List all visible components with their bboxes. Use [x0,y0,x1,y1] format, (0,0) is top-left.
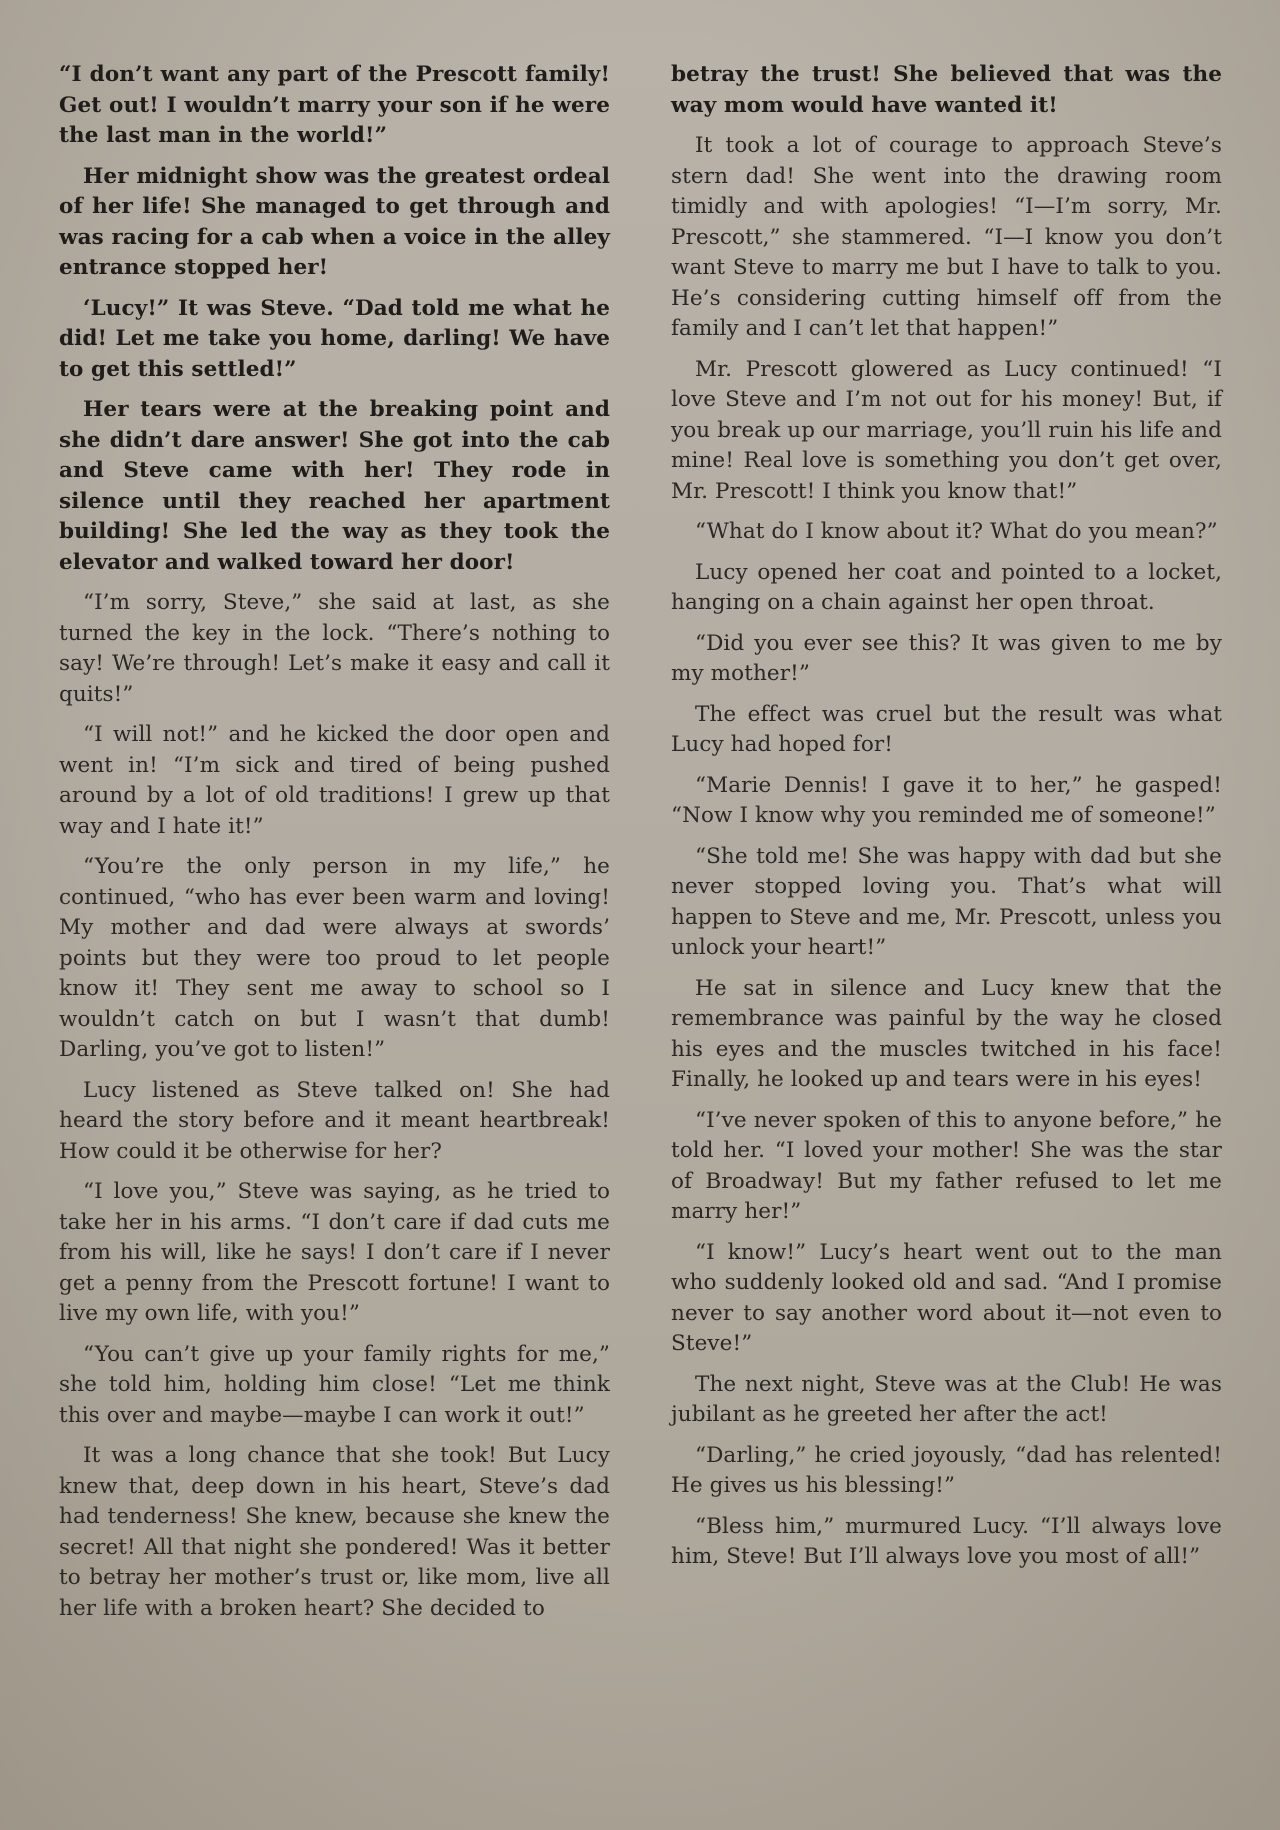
paragraph: “I will not!” and he kicked the door open and went in! “I’m sick and tired of being pushed around by a lot of old traditions! I grew up that way and I hate it!” [59,722,610,839]
paragraph: “She told me! She was happy with dad but she never stopped loving you. That’s what will happen to Steve and me, Mr. Prescott, unless you unlock your heart!” [671,843,1222,960]
paragraph: “Marie Dennis! I gave it to her,” he gasped! “Now I know why you reminded me of someone!” [671,772,1222,828]
paragraph: It was a long chance that she took! But Lucy knew that, deep down in his heart, Steve’s dad had tenderness! She knew, because she knew the secret! All that night she pondered! Was it better to betray her mother’s trust or, like mom, live all her life with a broken heart? She decided to [59,1443,610,1621]
paragraph: “Darling,” he cried joyously, “dad has relented! He gives us his blessing!” [671,1442,1222,1498]
paragraph: “I don’t want any part of the Prescott family! Get out! I wouldn’t marry your son if he were the last man in the world!” [59,62,610,148]
paragraph: “I know!” Lucy’s heart went out to the man who suddenly looked old and sad. “And I promise never to say another word about it—not even to Steve!” [671,1239,1222,1356]
paragraph: Lucy opened her coat and pointed to a locket, hanging on a chain against her open throat. [671,559,1222,615]
paragraph: Her tears were at the breaking point and she didn’t dare answer! She got into the cab and Steve came with her! They rode in silence until they reached her apartment building! She led the way as they took the elevator and walked toward her door! [59,397,610,575]
paragraph: “Did you ever see this? It was given to me by my mother!” [671,630,1222,686]
paragraph: Her midnight show was the greatest ordeal of her life! She managed to get through and was racing for a cab when a voice in the alley entrance stopped her! [59,163,610,280]
paragraph: betray the trust! She believed that was the way mom would have wanted it! [671,62,1222,118]
paragraph: “Bless him,” murmured Lucy. “I’ll always love him, Steve! But I’ll always love you most of all!” [671,1513,1222,1569]
paragraph: “I love you,” Steve was saying, as he tried to take her in his arms. “I don’t care if dad cuts me from his will, like he says! I don’t care if I never get a penny from the Prescott fortune! I want to live my own life, with you!” [59,1179,610,1326]
paragraph: Lucy listened as Steve talked on! She had heard the story before and it meant heartbreak! How could it be otherwise for her? [59,1077,610,1164]
paragraph: “What do I know about it? What do you mean?” [695,519,1218,544]
paragraph: “I’m sorry, Steve,” she said at last, as she turned the key in the lock. “There’s nothing to say! We’re through! Let’s make it easy and call it quits!” [59,590,610,707]
right-text-column [671,60,1222,1583]
paragraph: Mr. Prescott glowered as Lucy continued! “I love Steve and I’m not out for his money! But, if you break up our marriage, you’ll ruin his life and mine! Real love is something you don’t get over, Mr. Prescott! I think you know that!” [671,356,1222,504]
paragraph: “You’re the only person in my life,” he continued, “who has ever been warm and loving! My mother and dad were always at swords’ points but they were too proud to let people know it! They sent me away to school so I wouldn’t catch on but I wasn’t that dumb! Darling, you’ve got to listen!” [59,854,610,1062]
paragraph: The effect was cruel but the result was what Lucy had hoped for! [671,701,1222,757]
left-text-column [59,60,610,1634]
paragraph: “You can’t give up your family rights for me,” she told him, holding him close! “Let me think this over and maybe—maybe I can work it out!” [59,1341,610,1428]
paragraph: He sat in silence and Lucy knew that the remembrance was painful by the way he closed his eyes and the muscles twitched in his face! Finally, he looked up and tears were in his eyes! [671,975,1222,1092]
paragraph: It took a lot of courage to approach Steve’s stern dad! She went into the drawing room timidly and with apologies! “I—I’m sorry, Mr. Prescott,” she stammered. “I—I know you don’t want Steve to marry me but I have to talk to you. He’s considering cutting himself off from the family and I can’t let that happen!” [671,133,1222,341]
paragraph: ‘Lucy!” It was Steve. “Dad told me what he did! Let me take you home, darling! We have to get this settled!” [59,295,610,382]
paragraph: “I’ve never spoken of this to anyone before,” he told her. “I loved your mother! She was the star of Broadway! But my father refused to let me marry her!” [671,1107,1222,1224]
paragraph: The next night, Steve was at the Club! He was jubilant as he greeted her after the act! [671,1371,1222,1427]
